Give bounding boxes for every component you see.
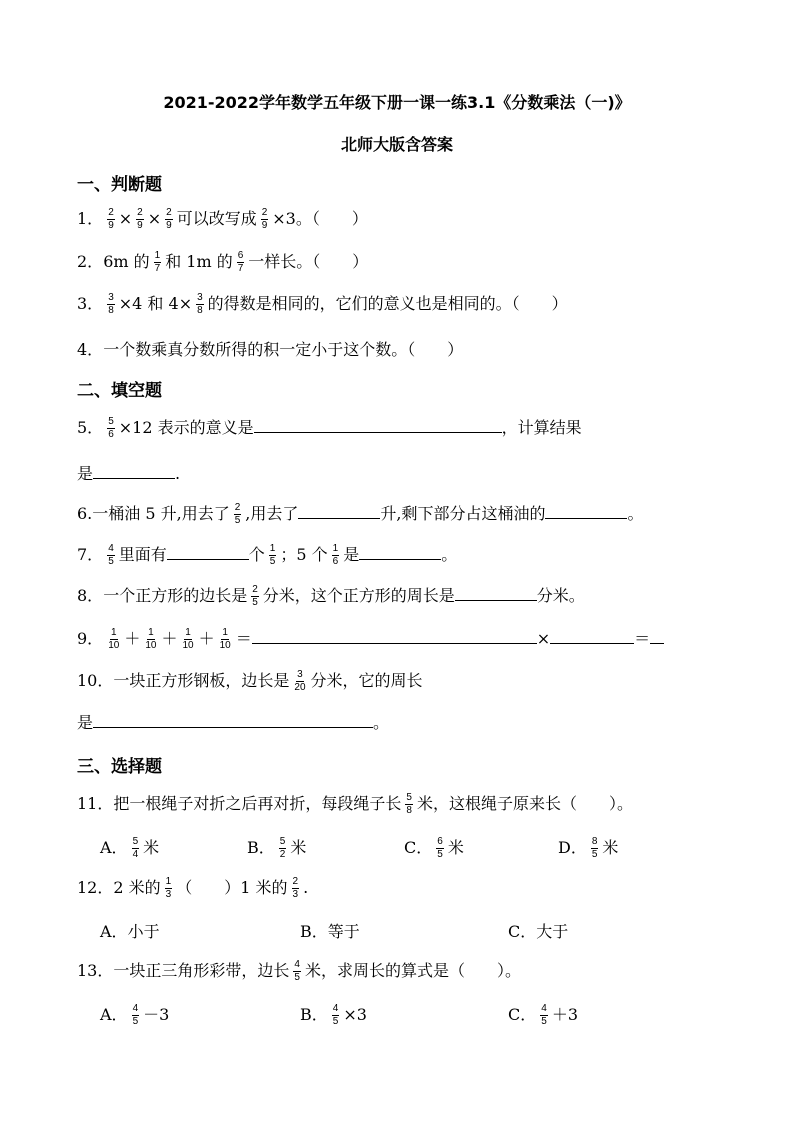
question-text: ×12 表示的意义是 — [118, 418, 254, 437]
question-text: 米，这根绳子原来长（ ）。 — [416, 794, 633, 813]
question-text: ；5 个 — [280, 545, 328, 564]
question-text: 个 — [248, 545, 265, 564]
question-number: 12． — [77, 878, 114, 897]
question-5 — [77, 415, 794, 441]
answer-blank[interactable] — [650, 629, 664, 644]
answer-blank[interactable] — [93, 713, 373, 728]
fraction: $\frac{2}{5}$ — [234, 502, 241, 526]
answer-blank[interactable] — [252, 629, 537, 644]
choice-option-b[interactable]: B．等于 — [300, 922, 360, 941]
question-text: 是 — [77, 464, 94, 483]
answer-blank[interactable] — [298, 504, 380, 519]
question-4 — [77, 337, 794, 360]
question-6 — [77, 501, 794, 527]
operator: ＋ — [161, 629, 178, 648]
question-text: 把一根绳子对折之后再对折，每段绳子长 — [113, 794, 402, 813]
question-text: 。 — [441, 545, 458, 564]
question-text: 米，求周长的算式是（ ）。 — [304, 961, 521, 980]
fraction: $\frac{2}{9}$ — [166, 207, 172, 231]
choice-option-b[interactable]: B． $\frac{4}{5}$ ×3 — [300, 1003, 367, 1027]
fraction: $\frac{3}{8}$ — [197, 292, 203, 316]
answer-blank[interactable] — [550, 629, 634, 644]
question-text: ×3。（ ） — [272, 209, 368, 228]
question-number: 10． — [77, 671, 114, 690]
question-text: （ ）1 米的 — [176, 878, 288, 897]
question-text: 可以改写成 — [176, 209, 257, 228]
choice-option-c[interactable]: C． $\frac{4}{5}$ ＋3 — [508, 1003, 578, 1027]
question-text: 分米，这个正方形的周长是 — [262, 586, 455, 605]
operator: × — [536, 629, 551, 648]
choice-option-a[interactable]: A． $\frac{5}{4}$ 米 — [100, 836, 160, 860]
operator: ＋ — [198, 629, 215, 648]
question-2 — [77, 249, 794, 275]
fraction: $\frac{1}{10}$ — [108, 627, 120, 651]
answer-blank[interactable] — [545, 504, 627, 519]
fraction: $\frac{1}{7}$ — [154, 250, 161, 274]
operator: ＝ — [235, 629, 252, 648]
question-text: 升,剩下部分占这桶油的 — [380, 504, 546, 523]
question-text: 一块正方形钢板，边长是 — [113, 671, 290, 690]
question-3 — [77, 291, 794, 317]
question-number: 5． — [77, 418, 104, 437]
question-text: 里面有 — [118, 545, 167, 564]
question-text: . — [175, 464, 181, 483]
fraction: $\frac{4}{5}$ — [108, 543, 114, 567]
question-5-continued — [77, 461, 794, 484]
question-7 — [77, 542, 794, 568]
question-text: ×4 和 4× — [118, 294, 193, 313]
fraction: $\frac{6}{7}$ — [237, 250, 244, 274]
question-1 — [77, 206, 794, 232]
question-text: 的得数是相同的，它们的意义也是相同的。（ ） — [207, 294, 568, 313]
question-13 — [77, 958, 794, 984]
question-number: 11． — [77, 794, 114, 813]
choice-option-a[interactable]: A．小于 — [100, 922, 160, 941]
fraction: $\frac{1}{10}$ — [145, 627, 157, 651]
question-text: 分米。 — [536, 586, 585, 605]
fraction: $\frac{4}{5}$ — [294, 959, 300, 983]
question-number: 4． — [77, 340, 104, 359]
section-heading-judgement: 一、判断题 — [77, 175, 162, 195]
answer-blank[interactable] — [254, 418, 502, 433]
operator: × — [147, 209, 162, 228]
fraction: $\frac{3}{20}$ — [294, 669, 306, 693]
question-text: 6.一桶油 5 升,用去了 — [77, 504, 230, 523]
question-text: 一块正三角形彩带，边长 — [113, 961, 290, 980]
fraction: $\frac{3}{8}$ — [108, 292, 114, 316]
answer-blank[interactable] — [167, 545, 249, 560]
fraction: $\frac{2}{9}$ — [137, 207, 143, 231]
choice-option-b[interactable]: B． $\frac{5}{2}$ 米 — [247, 836, 307, 860]
fraction: $\frac{1}{3}$ — [165, 876, 172, 900]
answer-blank[interactable] — [93, 464, 175, 479]
question-8 — [77, 583, 794, 609]
question-11 — [77, 791, 794, 817]
fraction: $\frac{2}{9}$ — [108, 207, 114, 231]
question-text: 一样长。（ ） — [248, 252, 369, 271]
question-text: 一个数乘真分数所得的积一定小于这个数。（ ） — [103, 340, 464, 359]
question-number: 3． — [77, 294, 104, 313]
choice-option-c[interactable]: C． $\frac{6}{5}$ 米 — [404, 836, 464, 860]
question-10-continued — [77, 710, 794, 733]
document-title: 2021-2022学年数学五年级下册一课一练3.1《分数乘法（一)》 — [163, 93, 631, 112]
fraction: $\frac{2}{9}$ — [261, 207, 268, 231]
document-subtitle: 北师大版含答案 — [340, 135, 453, 154]
question-number: 1． — [77, 209, 104, 228]
operator: ＋ — [124, 629, 141, 648]
section-heading-multiple-choice: 三、选择题 — [77, 757, 162, 777]
fraction: $\frac{5}{8}$ — [406, 792, 412, 816]
fraction: $\frac{2}{5}$ — [252, 584, 258, 608]
fraction: $\frac{1}{10}$ — [182, 627, 194, 651]
fraction: $\frac{1}{10}$ — [219, 627, 231, 651]
question-text: . — [303, 878, 309, 897]
question-text: 。 — [373, 713, 390, 732]
question-number: 8． — [77, 586, 104, 605]
question-text: 6m 的 — [103, 252, 150, 271]
choice-option-a[interactable]: A． $\frac{4}{5}$ －3 — [100, 1003, 170, 1027]
question-number: 2． — [77, 252, 104, 271]
question-text: 是 — [343, 545, 360, 564]
choice-option-d[interactable]: D． $\frac{8}{5}$ 米 — [558, 836, 619, 860]
fraction: $\frac{2}{3}$ — [292, 876, 299, 900]
question-9 — [77, 626, 794, 652]
operator: ＝ — [634, 629, 651, 648]
operator: × — [118, 209, 133, 228]
question-number: 13． — [77, 961, 114, 980]
question-number: 7． — [77, 545, 104, 564]
question-text: ，计算结果 — [501, 418, 582, 437]
question-text: 分米，它的周长 — [310, 671, 423, 690]
question-text: ,用去了 — [245, 504, 299, 523]
answer-blank[interactable] — [455, 586, 537, 601]
question-text: 。 — [627, 504, 644, 523]
fraction: $\frac{5}{6}$ — [108, 416, 114, 440]
question-text: 和 1m 的 — [165, 252, 233, 271]
fraction: $\frac{1}{5}$ — [269, 543, 276, 567]
question-10 — [77, 668, 794, 694]
question-12 — [77, 875, 794, 901]
question-text: 一个正方形的边长是 — [103, 586, 248, 605]
answer-blank[interactable] — [359, 545, 441, 560]
choice-option-c[interactable]: C．大于 — [508, 922, 569, 941]
section-heading-fill-in: 二、填空题 — [77, 381, 162, 401]
fraction: $\frac{1}{6}$ — [332, 543, 339, 567]
question-number: 9． — [77, 629, 104, 648]
question-text: 2 米的 — [113, 878, 161, 897]
question-text: 是 — [77, 713, 94, 732]
